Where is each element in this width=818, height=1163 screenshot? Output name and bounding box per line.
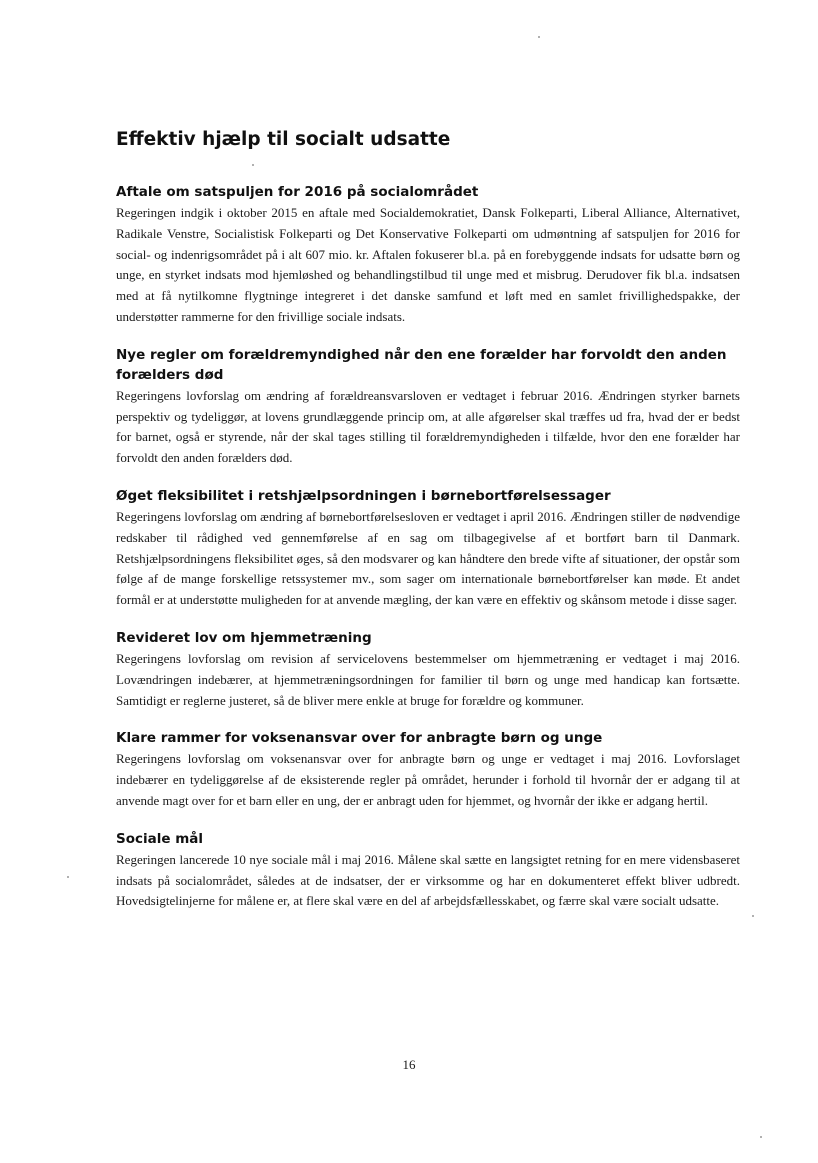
section-satspuljen <box>116 182 740 328</box>
section-boernebortfoerelse <box>116 486 740 611</box>
section-heading: Nye regler om forældremyndighed når den ene forælder har forvoldt den anden forælders død <box>116 346 727 383</box>
page-content <box>116 127 740 929</box>
section-body: Regeringen indgik i oktober 2015 en aftale med Socialdemokratiet, Dansk Folkeparti, Liberal Alliance, Alternativet, Radikale Venstre, Socialistisk Folkeparti og Det Konservative Folkeparti om udmøntning af satspuljen for 2016 for social- og indenrigsområdet på i alt 607 mio. kr. Aftalen fokuserer bl.a. på en forebyggende indsats for udsatte børn og unge, en styrket indsats mod hjemløshed og behandlingstilbud til unge med et misbrug. Derudover fik bl.a. indsatsen med at få nytilkomne flygtninge integreret i det danske samfund et løft med en samlet frivillighedspakke, der understøtter rammerne for den frivillige sociale indsats. <box>116 205 740 324</box>
section-body: Regeringens lovforslag om ændring af forældreansvarsloven er vedtaget i februar 2016. Ændringen styrker barnets perspektiv og tydeliggør, at lovens grundlæggende princip om, at alle afgørelser skal træffes ud fra, hvad der er bedst for barnet, også er styrende, når der skal tages stilling til forældremyndigheden i tilfælde, hvor den ene forælder har forvoldt den anden forælders død. <box>116 387 740 466</box>
section-body: Regeringens lovforslag om ændring af børnebortførelsesloven er vedtaget i april 2016. Ændringen stiller de nødvendige redskaber til rådighed ved gennemførelse af en sag om tilbagegivelse af et bortført barn til Danmark. Retshjælpsordningens fleksibilitet øges, så den modsvarer og kan håndtere den brede vifte af situationer, der opstår som følge af de mange forskellige retssystemer mv., som sager om internationale børnebortførelser kan møde. Et andet formål er at understøtte muligheden for at anvende mægling, der kan være en effektiv og skånsom metode i disse sager. <box>116 508 740 608</box>
section-heading: Klare rammer for voksenansvar over for anbragte børn og unge <box>116 730 603 747</box>
section-voksenansvar <box>116 728 740 811</box>
section-foraeldremyndighed <box>116 345 740 469</box>
scan-speck <box>760 1136 762 1138</box>
section-sociale-maal <box>116 829 740 912</box>
section-heading: Revideret lov om hjemmetræning <box>116 629 372 646</box>
scan-speck <box>538 36 540 38</box>
page-number: 16 <box>402 1057 416 1072</box>
scan-speck <box>752 915 754 917</box>
section-body: Regeringens lovforslag om revision af servicelovens bestemmelser om hjemmetræning er vedtaget i maj 2016. Lovændringen indebærer, at hjemmetræningsordningen for familier til børn og unge med handicap kan fortsætte. Samtidigt er reglerne justeret, så de bliver mere enkle at bruge for forældre og kommuner. <box>116 650 740 708</box>
section-body: Regeringen lancerede 10 nye sociale mål i maj 2016. Målene skal sætte en langsigtet retning for en mere vidensbaseret indsats på socialområdet, således at de indsatser, der er virksomme og har en dokumenteret effekt bliver udbredt. Hovedsigtelinjerne for målene er, at flere skal være en del af arbejdsfællesskabet, og færre skal være socialt udsatte. <box>116 851 740 909</box>
scan-speck <box>252 164 254 166</box>
section-heading: Aftale om satspuljen for 2016 på socialområdet <box>116 184 479 200</box>
scan-speck <box>67 876 69 878</box>
section-heading: Øget fleksibilitet i retshjælpsordningen i børnebortførelsessager <box>116 487 611 504</box>
section-heading: Sociale mål <box>116 830 204 847</box>
section-body: Regeringens lovforslag om voksenansvar over for anbragte børn og unge er vedtaget i maj 2016. Lovforslaget indebærer en tydeliggørelse af de eksisterende regler på området, herunder i forhold til hvornår der er adgang til at anvende magt over for et barn eller en ung, der er anbragt uden for hjemmet, og hvornår der ikke er adgang hertil. <box>116 751 740 808</box>
section-hjemmetraening <box>116 628 740 711</box>
document-title: Effektiv hjælp til socialt udsatte <box>116 129 451 150</box>
